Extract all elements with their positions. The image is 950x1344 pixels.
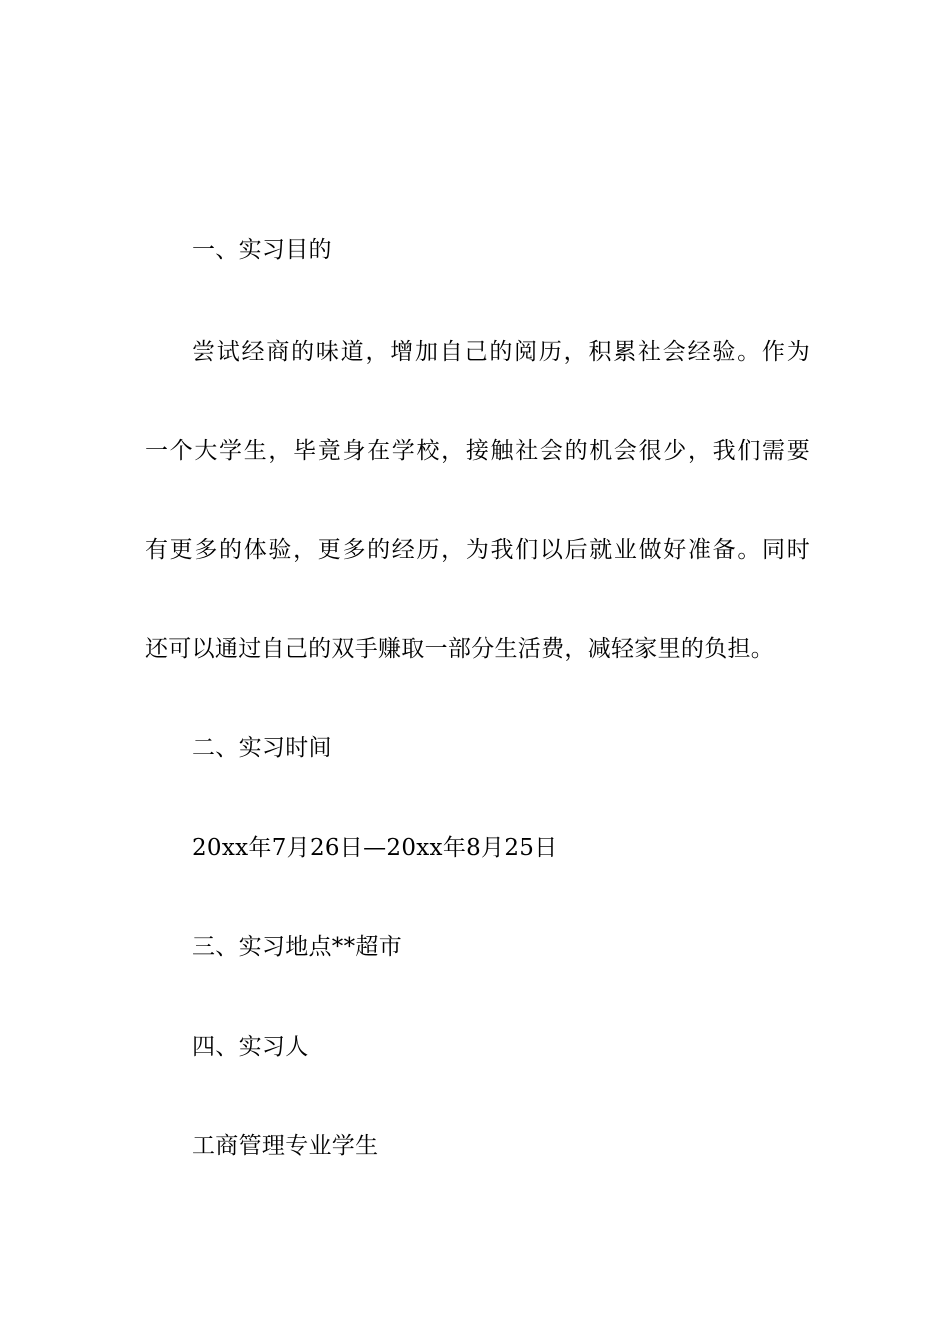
- internship-dates: 20xx年7月26日—20xx年8月25日: [192, 835, 558, 861]
- paragraph-line: 有更多的体验，更多的经历，为我们以后就业做好准备。同时: [145, 537, 810, 563]
- section-heading-purpose: 一、实习目的: [192, 237, 332, 263]
- section-heading-location: 三、实习地点**超市: [192, 934, 402, 960]
- section-heading-intern: 四、实习人: [192, 1034, 309, 1060]
- paragraph-line: 还可以通过自己的双手赚取一部分生活费，减轻家里的负担。: [145, 636, 775, 662]
- intern-description: 工商管理专业学生: [192, 1133, 379, 1159]
- section-heading-time: 二、实习时间: [192, 735, 332, 761]
- paragraph-line: 尝试经商的味道，增加自己的阅历，积累社会经验。作为: [192, 339, 810, 365]
- paragraph-line: 一个大学生，毕竟身在学校，接触社会的机会很少，我们需要: [145, 438, 810, 464]
